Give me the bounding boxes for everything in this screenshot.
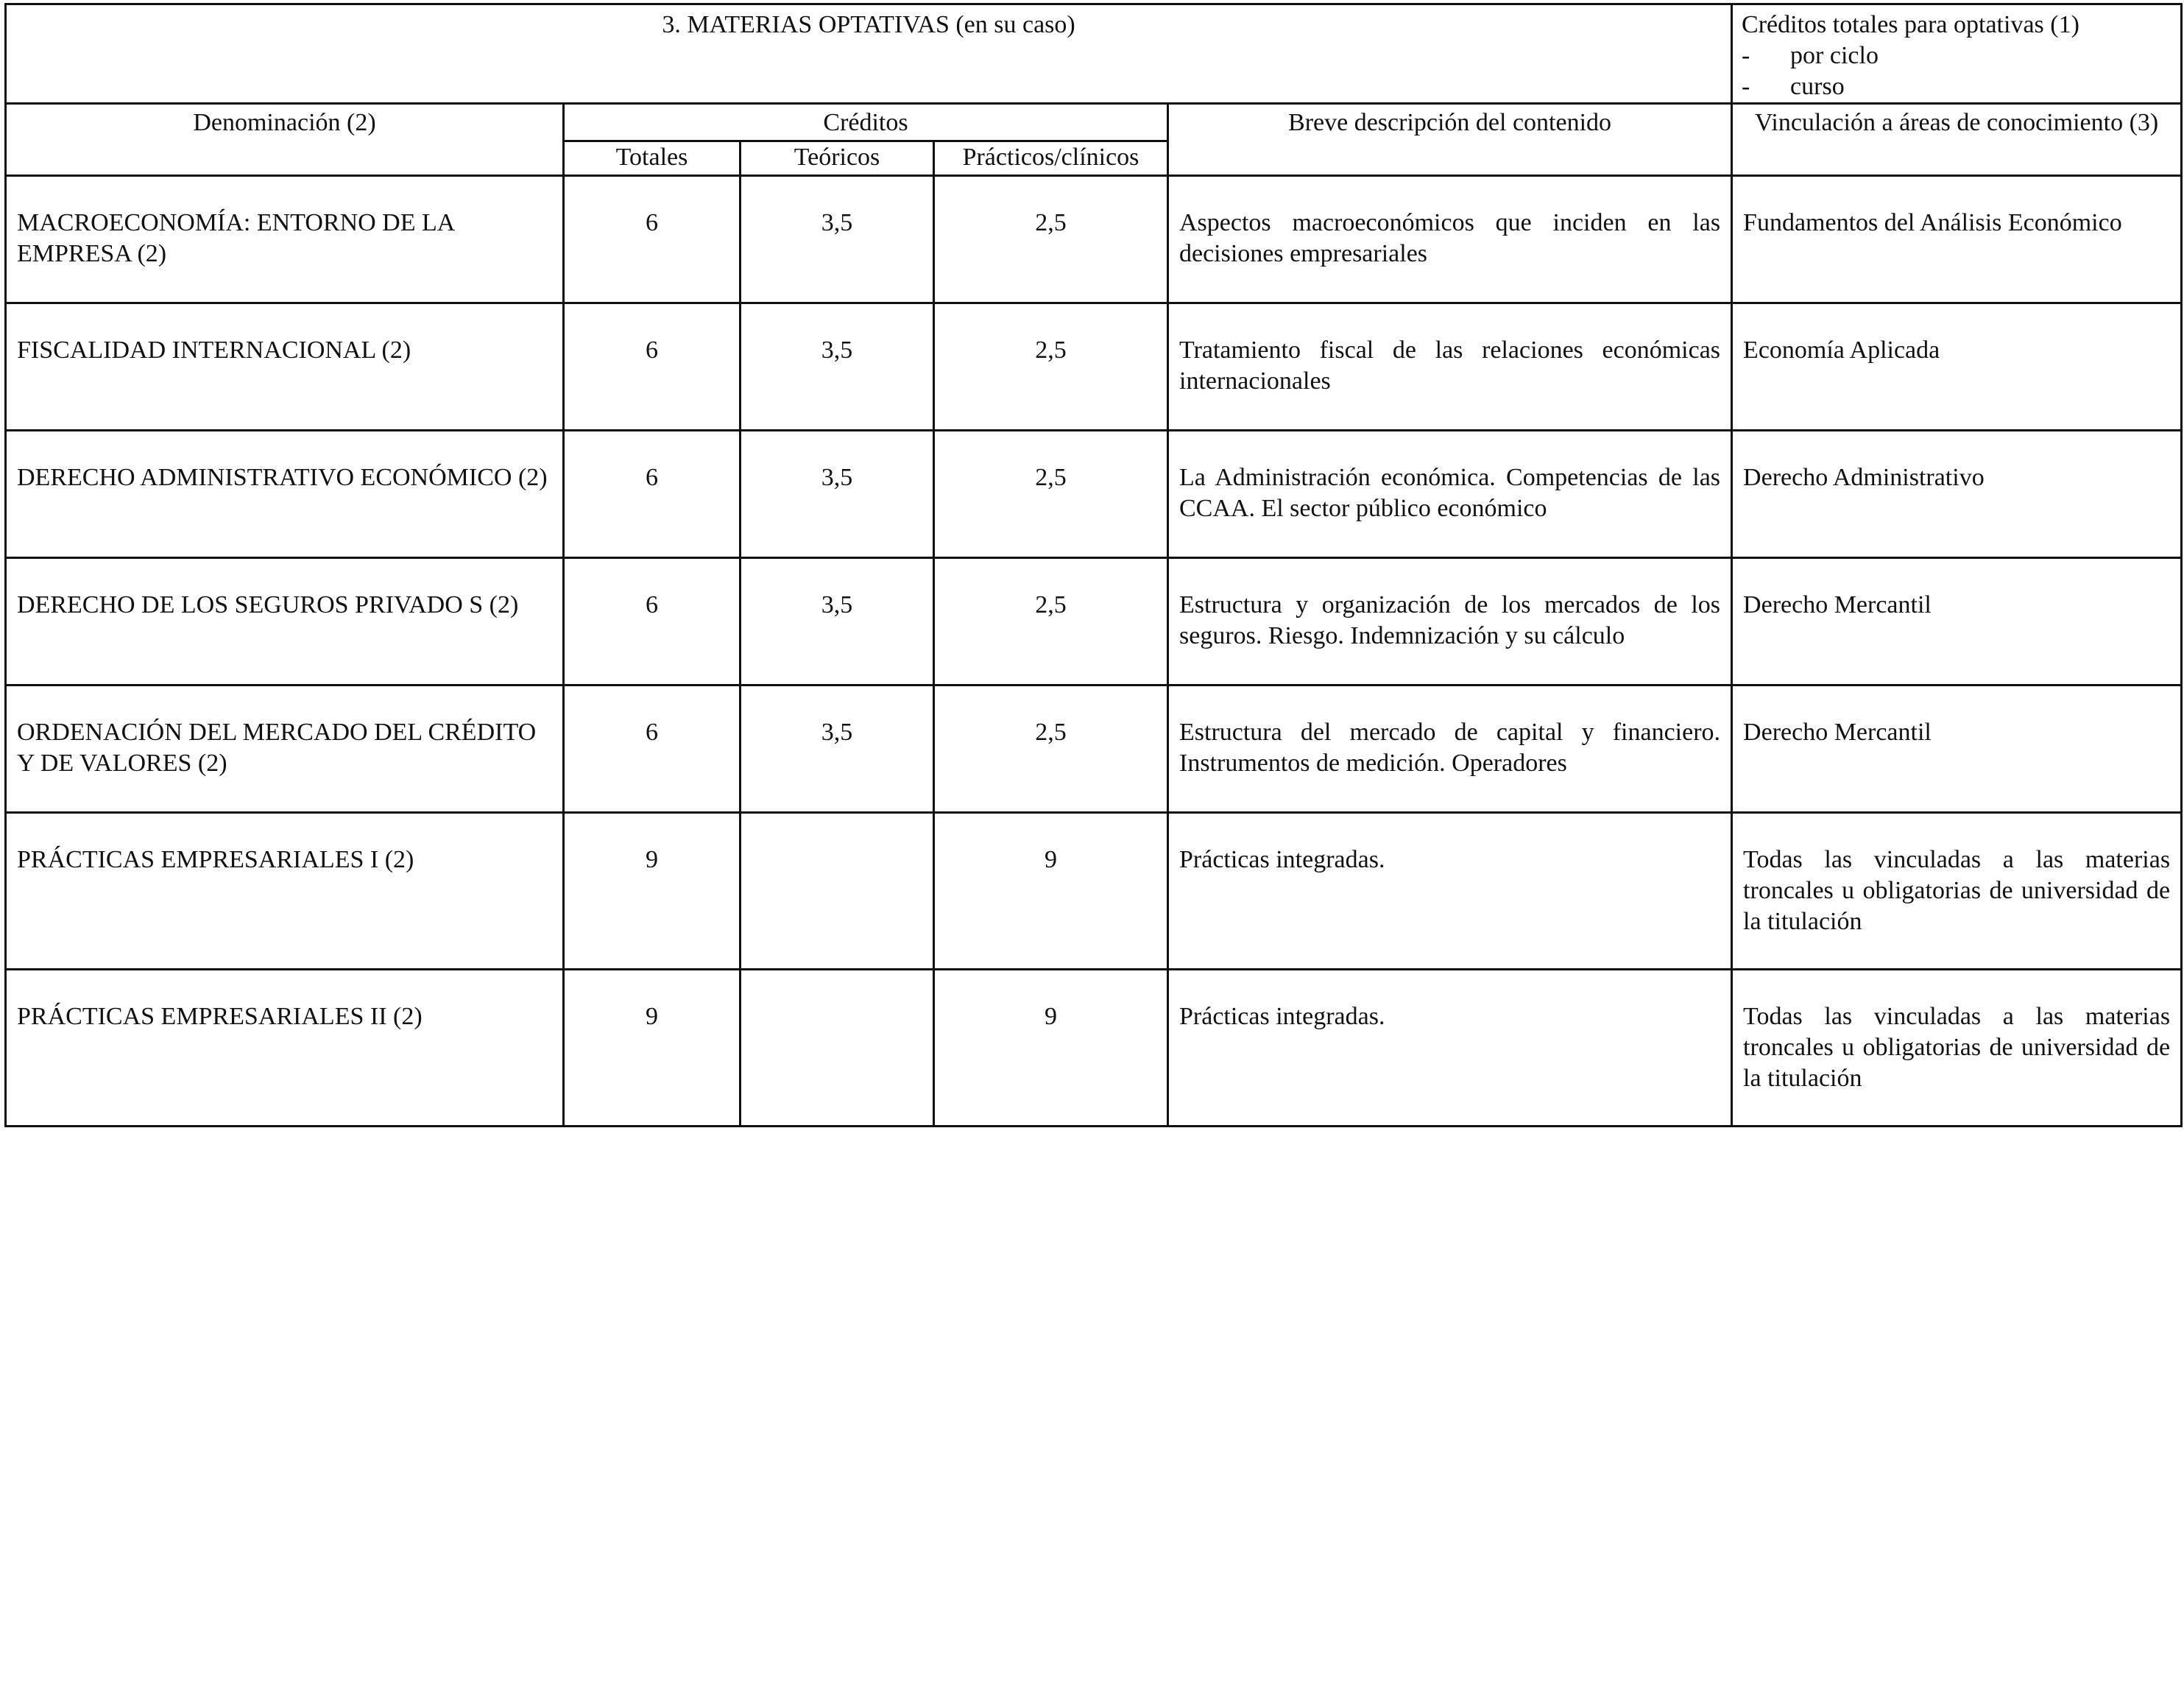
header-row xyxy=(6,104,2182,141)
cell-vinculacion: Derecho Mercantil xyxy=(1732,558,2182,685)
cell-totales: 6 xyxy=(564,303,741,431)
cell-vinculacion: Fundamentos del Análisis Económico xyxy=(1732,176,2182,303)
cell-totales: 6 xyxy=(564,431,741,558)
cell-vinculacion: Derecho Administrativo xyxy=(1732,431,2182,558)
cell-descripcion: Estructura del mercado de capital y financiero. Instrumentos de medición. Operadores xyxy=(1168,685,1732,813)
cell-teoricos xyxy=(741,813,934,970)
cell-teoricos: 3,5 xyxy=(741,431,934,558)
optativas-item-label: por ciclo xyxy=(1790,42,1879,69)
cell-denominacion: FISCALIDAD INTERNACIONAL (2) xyxy=(6,303,564,431)
cell-descripcion: Prácticas integradas. xyxy=(1168,970,1732,1127)
cell-denominacion: PRÁCTICAS EMPRESARIALES I (2) xyxy=(6,813,564,970)
cell-totales: 6 xyxy=(564,558,741,685)
optativas-credits-box xyxy=(1732,4,2182,104)
cell-totales: 9 xyxy=(564,970,741,1127)
document-page xyxy=(4,3,2180,1127)
header-vinculacion: Vinculación a áreas de conocimiento (3) xyxy=(1732,104,2182,176)
cell-denominacion: MACROECONOMÍA: ENTORNO DE LA EMPRESA (2) xyxy=(6,176,564,303)
cell-vinculacion: Economía Aplicada xyxy=(1732,303,2182,431)
cell-descripcion: Aspectos macroeconómicos que inciden en las decisiones empresariales xyxy=(1168,176,1732,303)
cell-vinculacion: Todas las vinculadas a las materias troncales u obligatorias de universidad de la titulación xyxy=(1732,970,2182,1127)
cell-denominacion: DERECHO ADMINISTRATIVO ECONÓMICO (2) xyxy=(6,431,564,558)
cell-denominacion: PRÁCTICAS EMPRESARIALES II (2) xyxy=(6,970,564,1127)
section-title-cell xyxy=(6,4,1732,104)
cell-teoricos: 3,5 xyxy=(741,176,934,303)
header-denominacion: Denominación (2) xyxy=(6,104,564,176)
table-row xyxy=(6,176,2182,303)
table-row xyxy=(6,558,2182,685)
cell-practicos: 2,5 xyxy=(934,176,1168,303)
optativas-dash: - xyxy=(1742,42,1750,69)
cell-practicos: 2,5 xyxy=(934,303,1168,431)
header-teoricos: Teóricos xyxy=(741,141,934,176)
cell-totales: 9 xyxy=(564,813,741,970)
header-creditos: Créditos xyxy=(564,104,1168,141)
cell-practicos: 9 xyxy=(934,813,1168,970)
cell-vinculacion: Derecho Mercantil xyxy=(1732,685,2182,813)
cell-teoricos xyxy=(741,970,934,1127)
cell-practicos: 9 xyxy=(934,970,1168,1127)
cell-practicos: 2,5 xyxy=(934,685,1168,813)
optativas-table xyxy=(4,3,2183,1127)
optativas-item xyxy=(1742,40,2173,71)
optativas-dash: - xyxy=(1742,73,1750,100)
table-row xyxy=(6,970,2182,1127)
table-row xyxy=(6,685,2182,813)
section-title: 3. MATERIAS OPTATIVAS (en su caso) xyxy=(662,11,1075,38)
title-row xyxy=(6,4,2182,104)
cell-denominacion: DERECHO DE LOS SEGUROS PRIVADO S (2) xyxy=(6,558,564,685)
optativas-heading: Créditos totales para optativas (1) xyxy=(1742,11,2079,38)
cell-totales: 6 xyxy=(564,685,741,813)
optativas-item xyxy=(1742,71,2173,102)
optativas-item-label: curso xyxy=(1790,73,1845,100)
header-totales: Totales xyxy=(564,141,741,176)
table-row xyxy=(6,431,2182,558)
cell-descripcion: La Administración económica. Competencias de las CCAA. El sector público económico xyxy=(1168,431,1732,558)
cell-teoricos: 3,5 xyxy=(741,685,934,813)
cell-descripcion: Tratamiento fiscal de las relaciones económicas internacionales xyxy=(1168,303,1732,431)
cell-teoricos: 3,5 xyxy=(741,303,934,431)
cell-practicos: 2,5 xyxy=(934,431,1168,558)
table-row xyxy=(6,813,2182,970)
cell-denominacion: ORDENACIÓN DEL MERCADO DEL CRÉDITO Y DE VALORES (2) xyxy=(6,685,564,813)
cell-totales: 6 xyxy=(564,176,741,303)
cell-vinculacion: Todas las vinculadas a las materias troncales u obligatorias de universidad de la titulación xyxy=(1732,813,2182,970)
table-row xyxy=(6,303,2182,431)
cell-teoricos: 3,5 xyxy=(741,558,934,685)
header-practicos: Prácticos/clínicos xyxy=(934,141,1168,176)
header-descripcion: Breve descripción del contenido xyxy=(1168,104,1732,176)
cell-practicos: 2,5 xyxy=(934,558,1168,685)
cell-descripcion: Estructura y organización de los mercados de los seguros. Riesgo. Indemnización y su cálculo xyxy=(1168,558,1732,685)
cell-descripcion: Prácticas integradas. xyxy=(1168,813,1732,970)
